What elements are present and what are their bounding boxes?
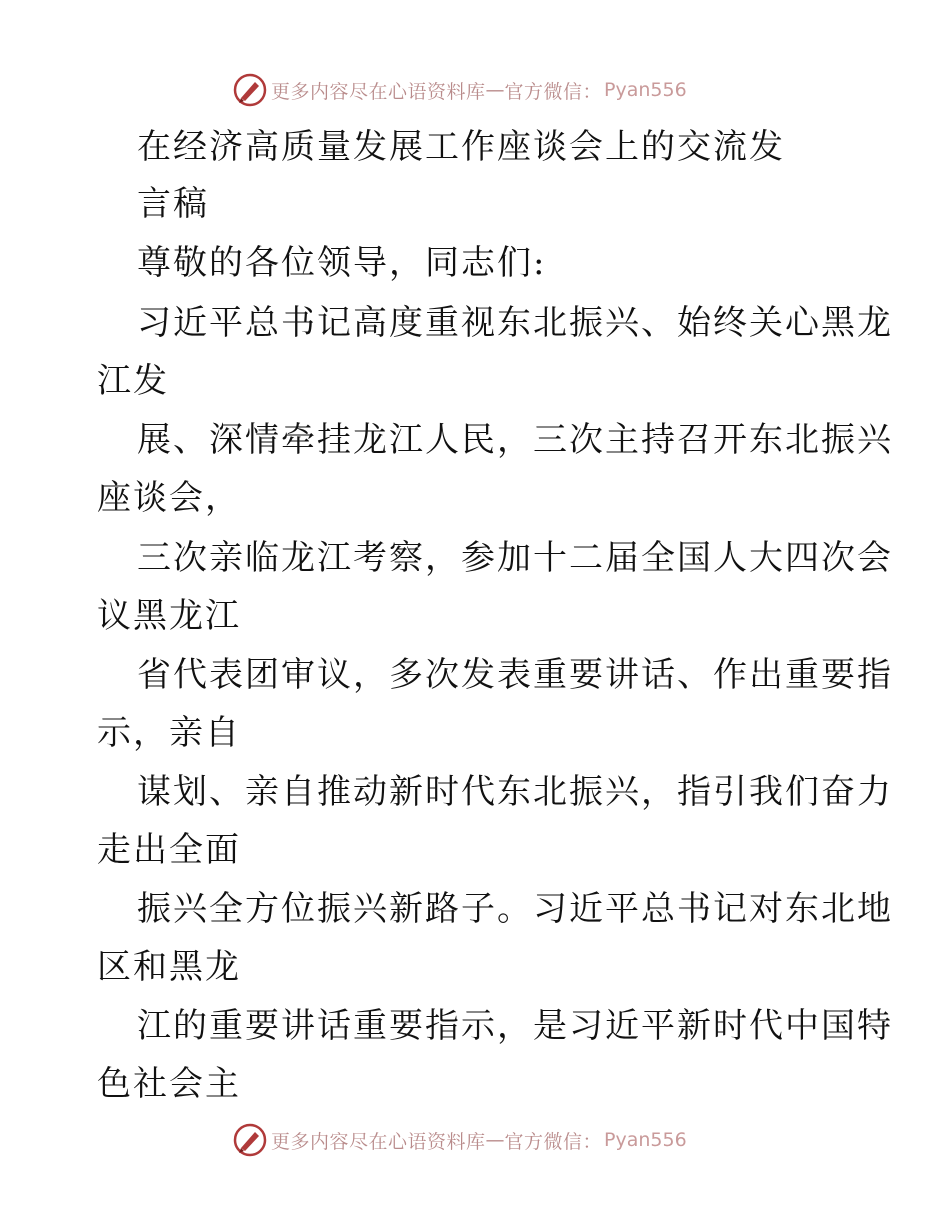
- doc-line: 省代表团审议，多次发表重要讲话、作出重要指: [137, 655, 893, 695]
- doc-line: 色社会主: [97, 1064, 241, 1104]
- doc-line: 谋划、亲自推动新时代东北振兴，指引我们奋力: [137, 772, 893, 812]
- watermark-wechat-id: Pyan556: [604, 79, 687, 101]
- watermark-wechat-label: 官方微信：: [504, 1130, 603, 1153]
- watermark-slogan: 更多内容尽在心语资料库: [271, 80, 486, 103]
- doc-line: 议黑龙江: [97, 596, 241, 636]
- footer-watermark: [233, 1123, 687, 1157]
- watermark-wechat-label: 官方微信：: [504, 80, 603, 103]
- doc-line: 江发: [97, 361, 169, 401]
- watermark-wechat-id: Pyan556: [604, 1129, 687, 1151]
- doc-title-line-1: 在经济高质量发展工作座谈会上的交流发: [137, 127, 785, 167]
- doc-line: 走出全面: [97, 830, 241, 870]
- doc-line: 座谈会，: [97, 478, 241, 518]
- pen-logo-icon: [233, 1123, 267, 1157]
- doc-line: 三次亲临龙江考察，参加十二届全国人大四次会: [137, 538, 893, 578]
- doc-line: 振兴全方位振兴新路子。习近平总书记对东北地: [137, 889, 893, 929]
- doc-salutation: 尊敬的各位领导，同志们:: [137, 243, 547, 283]
- doc-line: 江的重要讲话重要指示，是习近平新时代中国特: [137, 1006, 893, 1046]
- watermark-separator: —: [485, 1129, 505, 1151]
- watermark-separator: —: [485, 79, 505, 101]
- doc-line: 区和黑龙: [97, 947, 241, 987]
- watermark-slogan: 更多内容尽在心语资料库: [271, 1130, 486, 1153]
- doc-line: 习近平总书记高度重视东北振兴、始终关心黑龙: [137, 303, 893, 343]
- doc-line: 示，亲自: [97, 713, 241, 753]
- doc-title-line-2: 言稿: [137, 184, 209, 224]
- doc-line: 展、深情牵挂龙江人民，三次主持召开东北振兴: [137, 420, 893, 460]
